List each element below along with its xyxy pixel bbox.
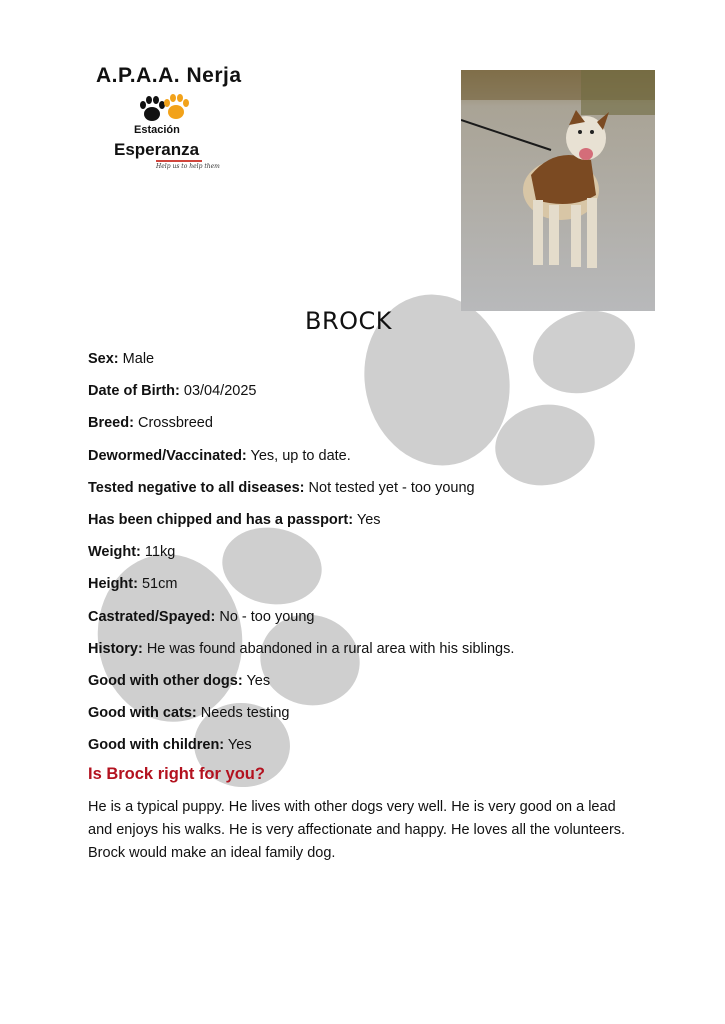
fact-value: Yes [356, 511, 381, 528]
fact-value: 03/04/2025 [183, 383, 257, 400]
logo-name: Esperanza [114, 140, 200, 159]
fact-value: Yes [227, 737, 252, 754]
fact-label: Castrated/Spayed: [88, 608, 216, 625]
facts-list [88, 348, 648, 766]
fact-label: Height: [88, 576, 138, 593]
fact-good-with-cats [88, 702, 648, 734]
fact-weight [88, 541, 648, 573]
description-paragraph: He is a typical puppy. He lives with other dogs very well. He is very good on a lead and enjoys his walks. He is very affectionate and happy. He loves all the volunteers. Brock would make an ideal family dog. [88, 799, 626, 861]
fact-label: Good with other dogs: [88, 672, 243, 689]
fact-label: Good with children: [88, 737, 225, 754]
fact-label: Date of Birth: [88, 383, 180, 400]
fact-label: Has been chipped and has a passport: [88, 511, 354, 528]
fact-label: History: [88, 640, 143, 657]
fact-label: Breed: [88, 415, 134, 432]
logo-station: Estación [134, 124, 180, 136]
fact-chipped [88, 509, 648, 541]
fact-label: Sex: [88, 351, 119, 367]
fact-sex [88, 348, 648, 380]
paw-logo-icon [138, 94, 194, 124]
fact-castrated [88, 606, 648, 638]
fact-value: Male [122, 351, 155, 367]
fact-history [88, 638, 648, 670]
fact-value: Crossbreed [137, 415, 213, 432]
fact-good-with-children [88, 734, 648, 766]
fact-label: Good with cats: [88, 705, 197, 722]
logo-tagline: Help us to help them [156, 163, 220, 170]
fact-value: 51cm [141, 576, 178, 593]
fact-label: Weight: [88, 544, 141, 561]
logo-title: A.P.A.A. Nerja [96, 64, 242, 87]
pet-name: BROCK [304, 307, 393, 335]
fact-label: Tested negative to all diseases: [88, 479, 305, 496]
fact-value: Yes, up to date. [250, 447, 351, 464]
fact-value: 11kg [144, 544, 176, 561]
fact-value: He was found abandoned in a rural area with his siblings. [146, 640, 515, 657]
fact-height [88, 573, 648, 605]
dog-photo [461, 70, 655, 311]
section-heading: Is Brock right for you? [88, 765, 265, 783]
logo-accent-line [156, 160, 202, 162]
fact-date-of-birth [88, 380, 648, 412]
fact-value: Needs testing [200, 705, 290, 722]
fact-value: No - too young [219, 608, 315, 625]
fact-breed [88, 412, 648, 444]
fact-value: Not tested yet - too young [308, 479, 475, 496]
fact-good-with-dogs [88, 670, 648, 702]
fact-tested [88, 477, 648, 509]
fact-value: Yes [246, 672, 271, 689]
fact-dewormed [88, 445, 648, 477]
organization-logo [88, 62, 242, 182]
fact-label: Dewormed/Vaccinated: [88, 447, 247, 464]
